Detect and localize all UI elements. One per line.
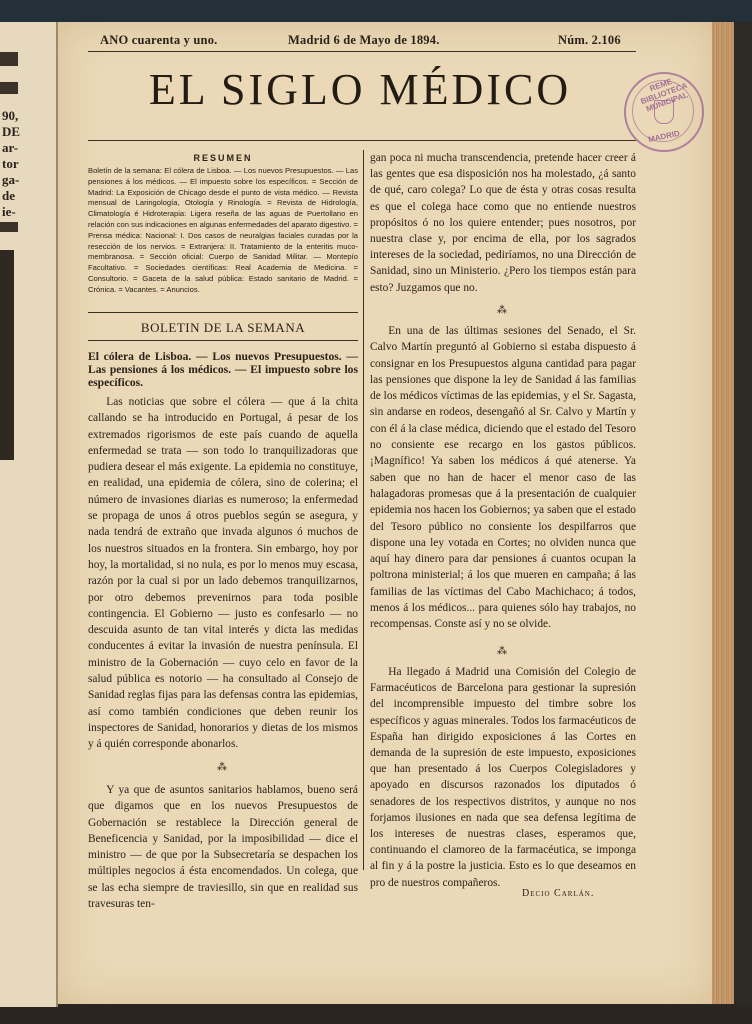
paragraph-text: Ha llegado á Madrid una Comisión del Colegio de Farmacéuticos de Barcelona para gestionar la supresión del incomprensible impuesto del timbre sobre los específicos y aguas minerales. Todos los farmacéuticos de España han dirigido exposiciones á las Cortes en demanda de la supresión de este impuesto, exposiciones que han presentado á los Cuerpos Colegisladores y apoyado en discursos razonados los diputados ó senadores de los respectivos distritos, y aunque no nos forjamos ilusiones en nada que sea defensa legítima de los intereses de nuestras clases, esperamos que, continuando el clamoreo de la farmacéutica, se imponga al fin y á la postre la justicia. Esto es lo que deseamos en pro de nuestros compañeros.	[370, 666, 636, 889]
separator-asterism: ⁂	[497, 646, 507, 657]
left-fragment: DE	[2, 124, 21, 139]
left-fragment: ga-	[2, 172, 20, 187]
separator-asterism: ⁂	[217, 762, 227, 773]
left-fragment: 90,	[2, 108, 19, 123]
issue-number: Núm. 2.106	[558, 33, 621, 47]
boletin-rule	[88, 340, 358, 341]
left-fragment: ar-	[2, 140, 19, 155]
paragraph-text: gan poca ni mucha transcendencia, pretende hacer creer á las gentes que esa disposición nos ha molestado, ¿á santo de qué, caro colega? Lo que de ésta y otras cosas resulta es que el colega hace como que no entiende nuestros propósitos ó no los quiere entender; pues nosotros, por nuestra clase y, por encima de ella, por los sagrados intereses de la sociedad, pediríamos, no una Dirección de Sanidad, sino un Ministerio. ¿Pero los tiempos están para esto? Juzgamos que no.	[370, 152, 636, 294]
year-label: ANO cuarenta y uno.	[100, 33, 218, 47]
left-page-edge	[0, 22, 58, 1007]
ornament-icon	[0, 52, 18, 66]
paragraph-colera	[88, 394, 358, 753]
paragraph-text: En una de las últimas sesiones del Senado, el Sr. Calvo Martín preguntó al Gobierno si estaba dispuesto á consignar en los Presupuestos alguna cantidad para pagar las pensiones que dispone la ley de Sanidad á las familias de los médicos víctimas de las epidemias, y el Sr. Sagasta, sin andarse en rodeos, desengañó al Sr. Calvo y Martín y con él á la clase médica, diciendo que el estado del Tesoro no consiente ese recargo en los gastos públicos. ¡Magnífico! Ya saben los médicos á qué atenerse. Ya saben que no han de hacer el menor caso de las halagadoras promesas que á la presentación de cualquier epidemia nos hacen los Gobiernos; ya saben que el estado del Tesoro público no consiente los despilfarros que dispone una ley votada en Cortes; no olviden nunca que aquí hay dinero para dar pensiones á cuantos ocupan la poltrona ministerial; á los que mueren en campaña; á las familias de las víctimas del Cabo Machichaco; á todos, menos á los médicos... para quienes sólo hay trabajos, no recompensas. Conste así y no se olvide.	[370, 325, 636, 631]
illustration-icon	[0, 250, 14, 460]
boletin-heading: BOLETIN DE LA SEMANA	[140, 320, 306, 335]
header-rule	[88, 51, 636, 52]
left-fragment: de	[2, 188, 15, 203]
separator-asterism: ⁂	[497, 305, 507, 316]
resumen-text: Boletín de la semana: El cólera de Lisboa. — Los nuevos Presupuestos. — Las pensiones á los médicos. — El impuesto sobre los específicos. = Sección de Madrid: La Exposición de Chicago desde el punto de vista médico. — Revista mensual de Laringología, Otología y Rinología. = Revista de Hidrología, Climatología é Hidroterapia: Ligera reseña de las aguas de Puertollano en relación con sus indicaciones en algunas enfermedades del aparato digestivo. = Prensa médica: Nacional: I. Dos casos de neuralgias faciales curadas por la resección de los nervios. = Extranjera: II. Tratamiento de la enteritis muco-membranosa. = Sección oficial: Cuerpo de Sanidad Militar. — Montepío Facultativo. = Sociedades científicas: Real Academia de Medicina. = Consultorio. = Gaceta de la salud pública: Estado sanitario de Madrid. = Crónica. = Vacantes. = Anuncios.	[88, 166, 358, 294]
paragraph-continued	[370, 150, 636, 296]
paragraph-presupuestos	[88, 782, 358, 912]
stamp-text-bottom: MADRID	[647, 128, 681, 145]
column-divider	[363, 150, 364, 870]
left-fragment: tor	[2, 156, 19, 171]
top-frame	[0, 0, 752, 22]
masthead-title: EL SIGLO MÉDICO	[148, 65, 572, 114]
bottom-frame	[0, 1005, 752, 1024]
paragraph-text: Las noticias que sobre el cólera — que á la chita callando se ha introducido en Portugal, á pesar de los extremados rigorismos de este país cuando de aquella enfermedad se trata — son todo lo tranquilizadoras que pudiera desear el más exigente. La epidemia no constituye, en realidad, una epidemia de cólera, sino de colerina; el número de invasiones diarias es numeroso; la enfermedad se propaga de unos á otros pueblos según se asegura, y nada tendrá de extraño que invada algunos ó muchos de los nuestros situados en la frontera. Sin embargo, hoy por hoy, la mortalidad, si no nula, es por lo menos muy escasa, razón por la cual si por un lado debemos tranquilizarnos, por otro debemos prevenirnos para toda posible contingencia. El Gobierno — justo es confesarlo — no descuida asunto de tan vital interés y dicta las medidas conducentes á evitar la invasión de nuestra península. El ministro de la Gobernación — cuyo celo en favor de la salud pública es notorio — ha consultado al Consejo de Sanidad reglas fijas para las defensas contra las epidemias, así como también condiciones que deben reunir los inspectores de Sanidad, honorarios y dietas de los mismos y á quién corresponde abonarlos.	[88, 396, 358, 751]
paragraph-farmaceuticos	[370, 664, 636, 891]
library-stamp	[624, 72, 704, 152]
author-signature: Decio Carlán.	[522, 888, 595, 899]
ornament-icon	[0, 82, 18, 94]
date-label: Madrid 6 de Mayo de 1894.	[288, 33, 440, 47]
paragraph-text: Y ya que de asuntos sanitarios hablamos, bueno será que digamos que en los nuevos Presupuestos de Gobernación se restablece la Dirección general de Beneficencia y Sanidad, por la imposibilidad — dice el ministro — de que por la Subsecretaría se despachen los múltiples negocios á ésta encomendados. Un colega, que se las echa siempre de traviesillo, sin que en realidad sus travesuras ten-	[88, 784, 358, 911]
stamp-text-top: REME BIBLIOTECA MUNICIPAL	[639, 76, 690, 114]
resumen-rule	[88, 312, 358, 313]
masthead-rule	[88, 140, 636, 141]
page-edges	[712, 22, 734, 1004]
shield-icon	[654, 100, 674, 124]
left-fragment: ie-	[2, 204, 16, 219]
ornament-icon	[0, 222, 18, 232]
boletin-subheading: El cólera de Lisboa. — Los nuevos Presupuestos. — Las pensiones á los médicos. — El impuesto sobre los específicos.	[88, 350, 358, 389]
paragraph-senado	[370, 323, 636, 633]
resumen-heading: RESUMEN	[193, 153, 253, 163]
